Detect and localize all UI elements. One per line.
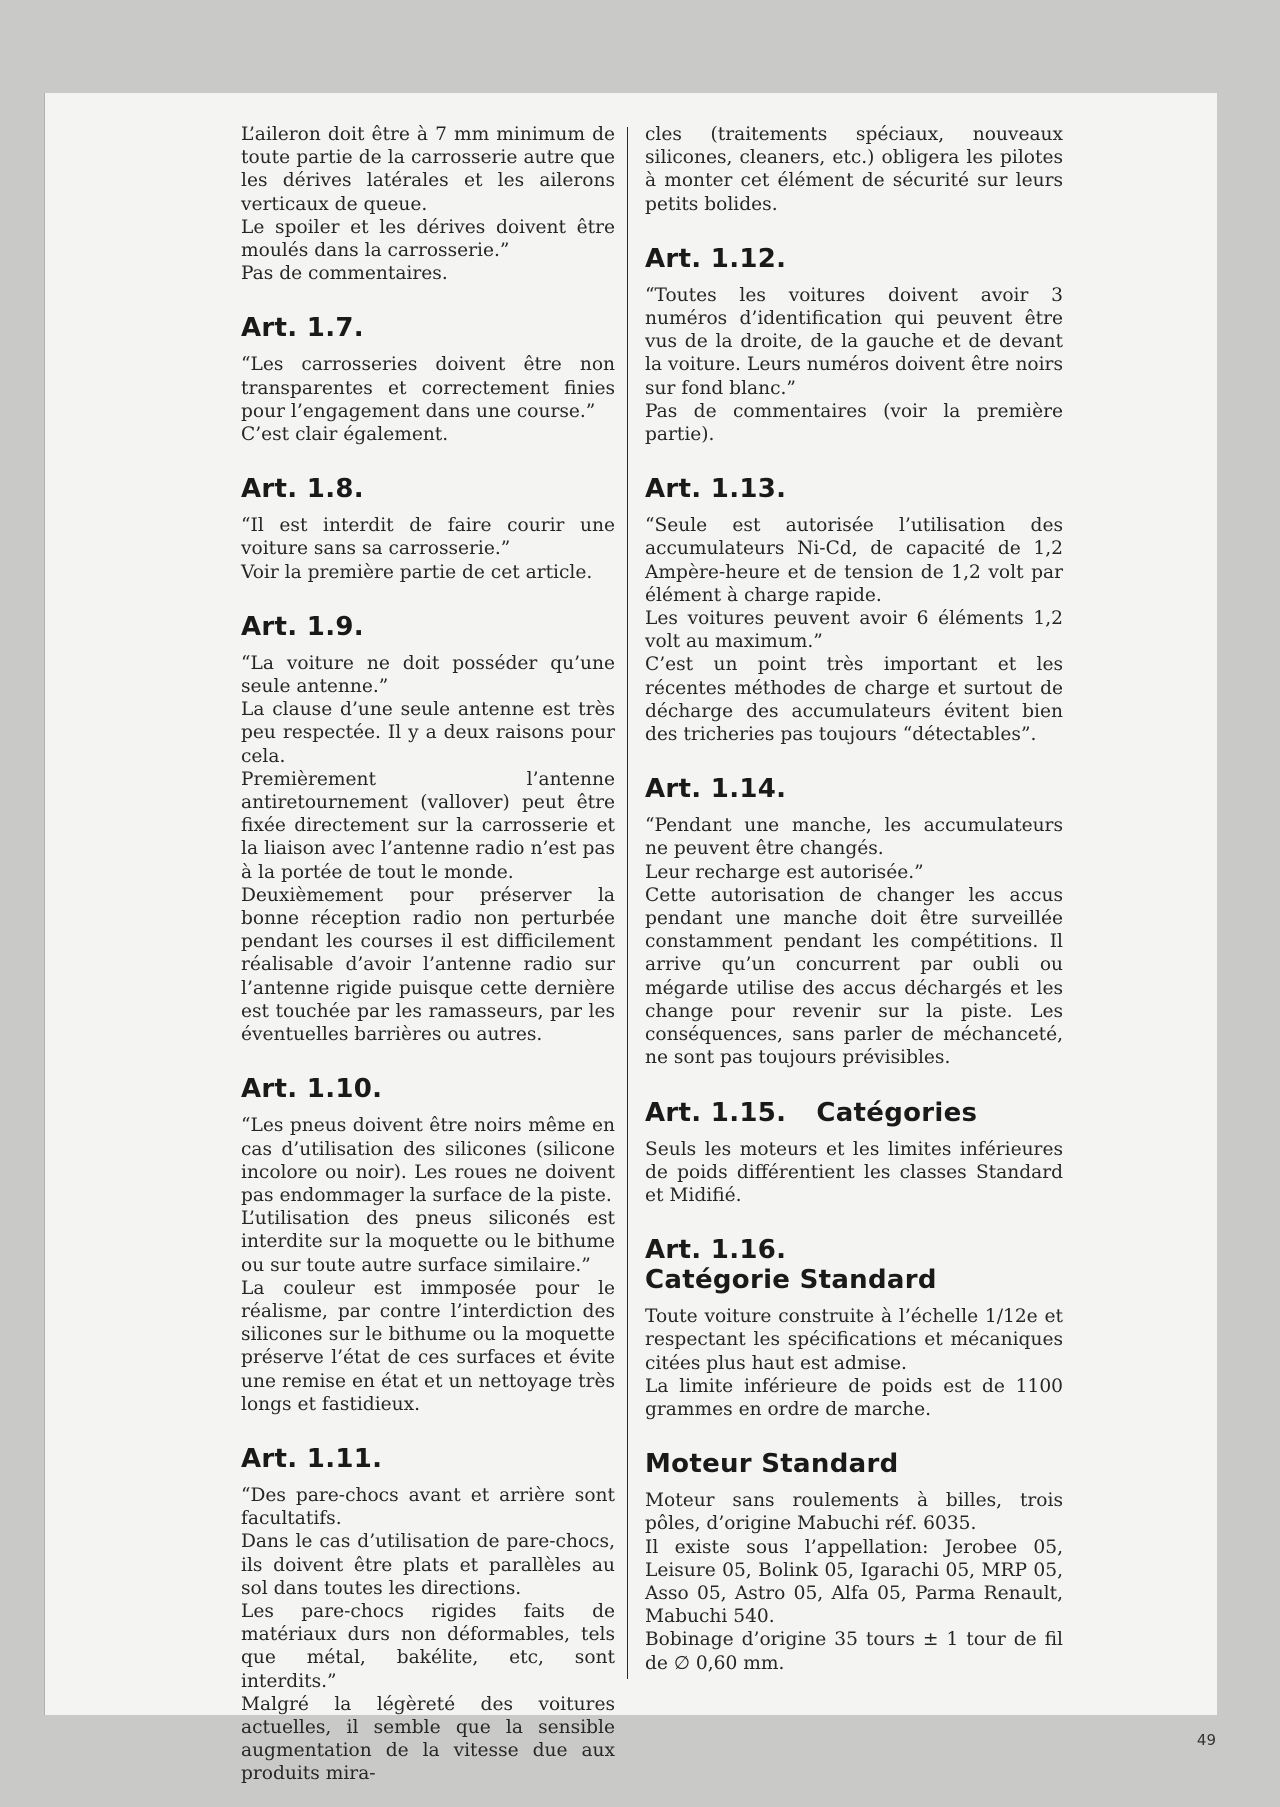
article-paragraph: L’utilisation des pneus siliconés est interdite sur la moquette ou le bithume ou sur toute autre surface similaire.”	[241, 1208, 615, 1276]
article-heading-1-14: Art. 1.14.	[645, 774, 787, 805]
article-paragraph: Deuxièmement pour préserver la bonne réception radio non perturbée pendant les courses il est difficilement réalisable d’avoir l’antenne radio sur l’antenne rigide puisque cette dernière est touchée par les ramasseurs, par les éventuelles barrières ou autres.	[241, 884, 615, 1046]
intro-paragraph: L’aileron doit être à 7 mm minimum de toute partie de la carrosserie autre que les dérives latérales et les ailerons verticaux de queue.	[241, 124, 615, 215]
article-paragraph: Moteur sans roulements à billes, trois pôles, d’origine Mabuchi réf. 6035.	[645, 1490, 1063, 1535]
article-paragraph: “Les carrosseries doivent être non transparentes et correctement finies pour l’engagement dans une course.”	[241, 354, 615, 422]
article-paragraph: La couleur est immposée pour le réalisme, par contre l’interdiction des silicones sur le bithume ou la moquette préserve l’état de ces surfaces et évite une remise en état et un nettoyage très longs et fastidieux.	[241, 1277, 615, 1415]
article-paragraph: “Il est interdit de faire courir une voiture sans sa carrosserie.”	[241, 515, 615, 560]
article-paragraph: Bobinage d’origine 35 tours ± 1 tour de fil de ∅ 0,60 mm.	[645, 1629, 1063, 1674]
article-heading-1-15	[645, 1098, 1063, 1128]
article-heading-1-16	[645, 1235, 1063, 1295]
article-paragraph: Leur recharge est autorisée.”	[645, 861, 924, 883]
article-paragraph: Toute voiture construite à l’échelle 1/12e et respectant les spécifications et mécaniques citées plus haut est admise.	[645, 1306, 1063, 1374]
article-paragraph: “Les pneus doivent être noirs même en cas d’utilisation des silicones (silicone incolore ou noir). Les roues ne doivent pas endommager la surface de la piste.	[241, 1115, 615, 1206]
article-paragraph: La clause d’une seule antenne est très peu respectée. Il y a deux raisons pour cela.	[241, 699, 615, 767]
article-paragraph: Cette autorisation de changer les accus pendant une manche doit être surveillée constamment pendant les compétitions. Il arrive qu’un concurrent par oubli ou mégarde utilise des accus déchargés et les change pour revenir sur la piste. Les conséquences, sans parler de méchanceté, ne sont pas toujours prévisibles.	[645, 884, 1063, 1069]
article-paragraph: Seuls les moteurs et les limites inférieures de poids différentient les classes Standard et Midifié.	[645, 1138, 1063, 1206]
article-paragraph: Dans le cas d’utilisation de pare-chocs, ils doivent être plats et parallèles au sol dans toutes les directions.	[241, 1531, 615, 1599]
article-heading-1-11: Art. 1.11.	[241, 1443, 383, 1474]
article-paragraph: “Pendant une manche, les accumulateurs ne peuvent être changés.	[645, 815, 1063, 860]
article-paragraph: Pas de commentaires (voir la première partie).	[645, 400, 1063, 446]
left-column	[241, 123, 615, 1786]
article-paragraph: Les voitures peuvent avoir 6 éléments 1,2 volt au maximum.”	[645, 608, 1063, 653]
article-subtitle: Catégorie Standard	[645, 1265, 937, 1296]
article-heading-1-10: Art. 1.10.	[241, 1074, 383, 1105]
article-heading-1-13: Art. 1.13.	[645, 474, 787, 505]
right-column	[645, 123, 1063, 1675]
article-paragraph: Les pare-chocs rigides faits de matériaux durs non déformables, tels que métal, bakélite, etc, sont interdits.”	[241, 1600, 615, 1692]
article-paragraph: Voir la première partie de cet article.	[241, 561, 593, 583]
article-subtitle: Catégories	[816, 1097, 978, 1128]
article-paragraph: La limite inférieure de poids est de 1100 grammes en ordre de marche.	[645, 1375, 1063, 1420]
page-number: 49	[1196, 1731, 1216, 1749]
article-paragraph: Il existe sous l’appellation: Jerobee 05, Leisure 05, Bolink 05, Igarachi 05, MRP 05, Asso 05, Astro 05, Alfa 05, Parma Renault, Mabuchi 540.	[645, 1536, 1063, 1628]
article-paragraph: “Des pare-chocs avant et arrière sont facultatifs.	[241, 1484, 615, 1530]
intro-paragraph: Le spoiler et les dérives doivent être moulés dans la carrosserie.”	[241, 216, 615, 262]
article-heading-1-7: Art. 1.7.	[241, 313, 364, 344]
article-paragraph: “Seule est autorisée l’utilisation des accumulateurs Ni-Cd, de capacité de 1,2 Ampère-heure et de tension de 1,2 volt par élément à charge rapide.	[645, 515, 1063, 606]
section-heading-moteur: Moteur Standard	[645, 1449, 899, 1480]
article-paragraph: Premièrement l’antenne antiretournement (vallover) peut être fixée directement sur la carrosserie et la liaison avec l’antenne radio n’est pas à la portée de tout le monde.	[241, 768, 615, 883]
article-paragraph: C’est un point très important et les récentes méthodes de charge et surtout de décharge des accumulateurs évitent bien des tricheries pas toujours “détectables”.	[645, 654, 1063, 746]
article-paragraph: “Toutes les voitures doivent avoir 3 numéros d’identification qui peuvent être vus de la droite, de la gauche et de devant la voiture. Leurs numéros doivent être noirs sur fond blanc.”	[645, 284, 1063, 399]
article-heading-1-9: Art. 1.9.	[241, 611, 364, 642]
article-number: Art. 1.15.	[645, 1097, 787, 1128]
intro-paragraph: Pas de commentaires.	[241, 263, 448, 285]
article-paragraph: Malgré la légèreté des voitures actuelles, il semble que la sensible augmentation de la vitesse due aux produits mira-	[241, 1693, 615, 1785]
column-divider	[627, 127, 628, 1679]
continuation-paragraph: cles (traitements spéciaux, nouveaux silicones, cleaners, etc.) obligera les pilotes à monter cet élément de sécurité sur leurs petits bolides.	[645, 124, 1063, 215]
article-paragraph: “La voiture ne doit posséder qu’une seule antenne.”	[241, 652, 615, 698]
article-number: Art. 1.16.	[645, 1235, 787, 1266]
article-heading-1-8: Art. 1.8.	[241, 474, 364, 505]
article-heading-1-12: Art. 1.12.	[645, 243, 787, 274]
article-paragraph: C’est clair également.	[241, 424, 449, 446]
